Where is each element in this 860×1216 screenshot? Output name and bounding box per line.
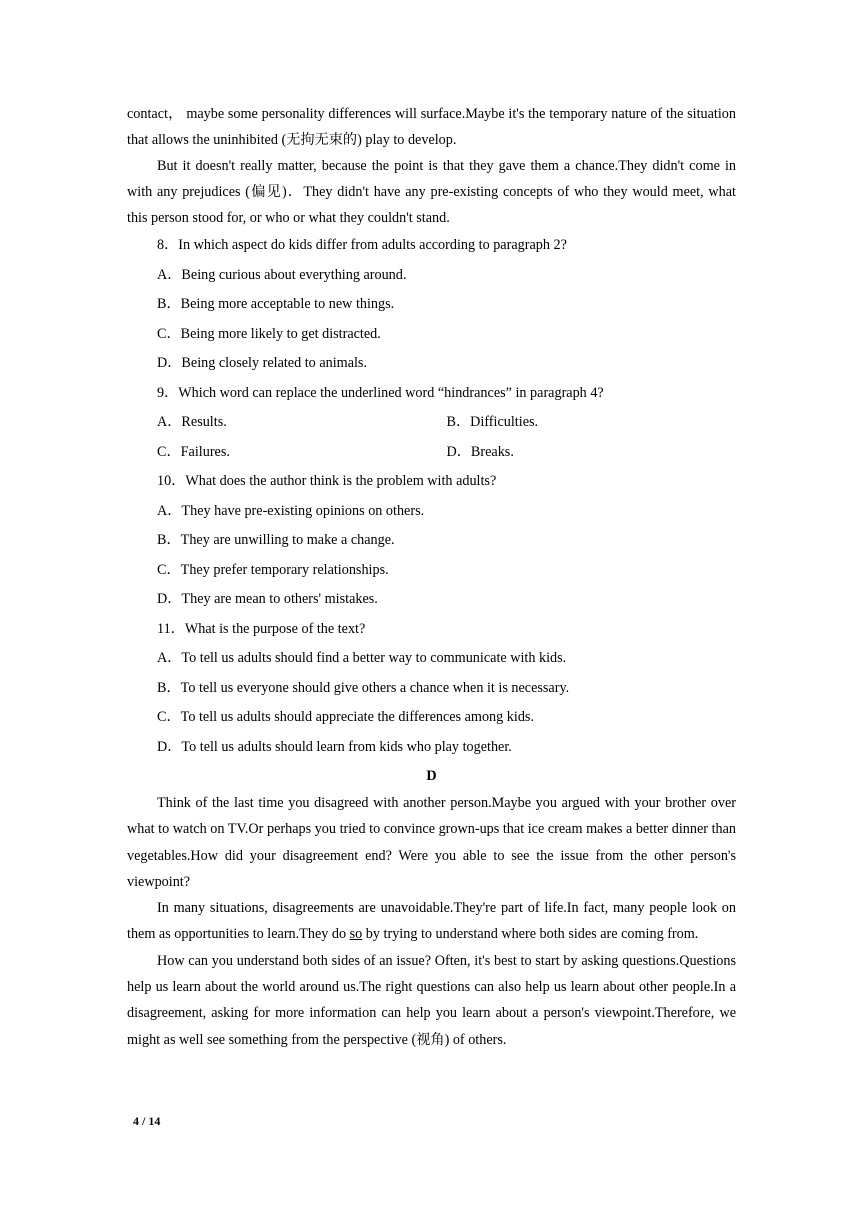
question-block <box>127 231 736 379</box>
passage-paragraph: But it doesn't really matter, because the point is that they gave them a chance.They didn't come in with any prejudices (偏见)．They didn't have any pre-existing concepts of who they would meet, what this person stood for, or who or what they couldn't stand. <box>127 158 736 226</box>
underlined-word: so <box>349 926 363 943</box>
answer-option: B．They are unwilling to make a change. <box>157 532 395 548</box>
answer-option: D．Breaks. <box>446 443 514 460</box>
passage-paragraph: Think of the last time you disagreed with another person.Maybe you argued with your brother over what to watch on TV.Or perhaps you tried to convince grown-ups that ice cream makes a better dinner than vegetables.How did your disagreement end? Were you able to see the issue from the other person's viewpoint? <box>127 795 736 890</box>
answer-option: D．Being closely related to animals. <box>157 355 368 371</box>
document-page <box>127 101 736 1053</box>
answer-option: A．Being curious about everything around. <box>157 266 407 283</box>
answer-option-row <box>127 408 736 438</box>
answer-option-row <box>127 438 736 468</box>
answer-option: D．They are mean to others' mistakes. <box>157 591 378 607</box>
answer-option: A．To tell us adults should find a better way to communicate with kids. <box>157 650 567 666</box>
passage-paragraph: contact， maybe some personality differences will surface.Maybe it's the temporary nature of the situation that allows the uninhibited (无拘无束的) play to develop. <box>127 106 736 148</box>
question-stem: 9．Which word can replace the underlined word “hindrances” in paragraph 4? <box>157 384 604 401</box>
answer-option: C．Failures. <box>157 443 230 460</box>
answer-option: B．Being more acceptable to new things. <box>157 296 395 312</box>
question-stem: 8．In which aspect do kids differ from adults according to paragraph 2? <box>157 237 567 253</box>
paragraph-text: by trying to understand where both sides are coming from. <box>362 926 699 943</box>
answer-option: B．Difficulties. <box>446 414 539 430</box>
answer-option: C．To tell us adults should appreciate the differences among kids. <box>157 709 534 725</box>
answer-option: B．To tell us everyone should give others a chance when it is necessary. <box>157 679 570 696</box>
question-stem: 11．What is the purpose of the text? <box>157 620 366 637</box>
answer-option: A．Results. <box>157 414 227 430</box>
question-block <box>127 379 736 468</box>
question-block <box>127 467 736 615</box>
question-block <box>127 615 736 763</box>
question-stem: 10．What does the author think is the problem with adults? <box>157 473 497 489</box>
section-heading: D <box>426 768 437 784</box>
answer-option: A．They have pre-existing opinions on others. <box>157 502 425 519</box>
passage-paragraph <box>127 895 736 948</box>
answer-option: D．To tell us adults should learn from kids who play together. <box>157 738 512 755</box>
passage-d <box>127 762 736 1053</box>
answer-option: C．They prefer temporary relationships. <box>157 561 389 578</box>
page-number: 4 / 14 <box>133 1114 161 1128</box>
passage-paragraph: How can you understand both sides of an issue? Often, it's best to start by asking questions.Questions help us learn about the world around us.The right questions can also help us learn about other people.In a disagreement, asking for more information can help you learn about a person's viewpoint.Therefore, we might as well see something from the perspective (视角) of others. <box>127 952 736 1048</box>
paragraph-text: In many situations, disagreements are unavoidable.They're part of life.In fact, many people look on them as opportunities to learn.They do <box>127 900 736 943</box>
answer-option: C．Being more likely to get distracted. <box>157 325 381 342</box>
